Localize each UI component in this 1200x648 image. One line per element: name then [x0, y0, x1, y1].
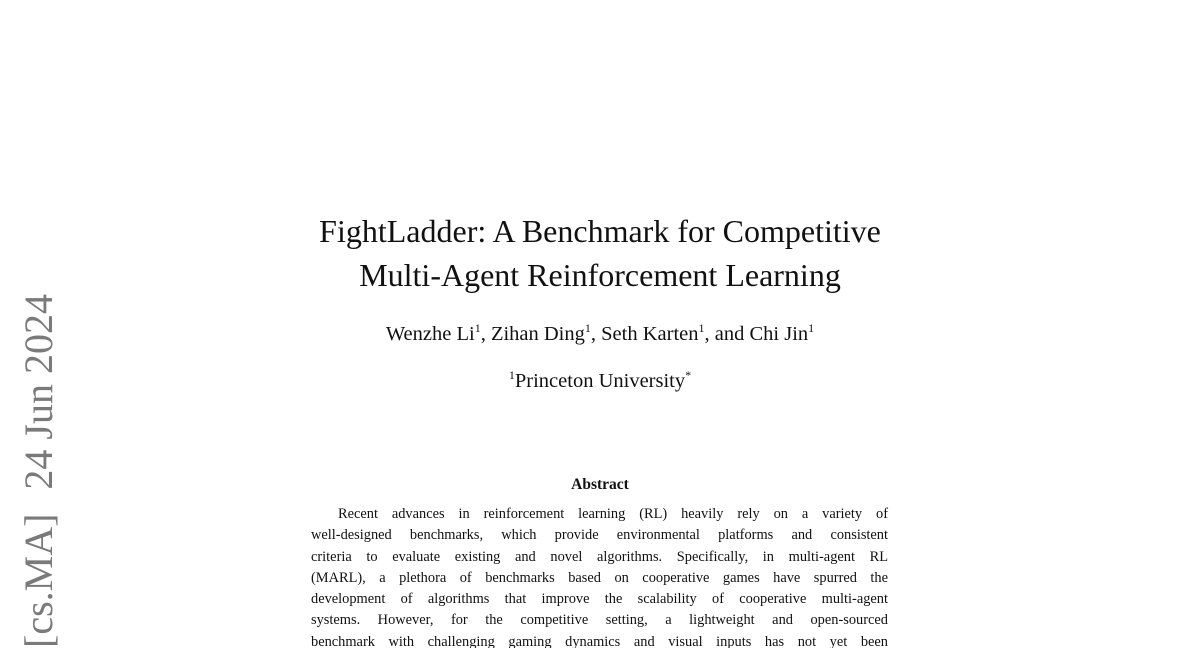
abstract-line: benchmark with challenging gaming dynamics and visual inputs has not yet been — [311, 633, 888, 648]
abstract-line: Recent advances in reinforcement learning (RL) heavily rely on a variety of — [338, 506, 888, 522]
title-line: FightLadder: A Benchmark for Competitive — [319, 213, 881, 249]
arxiv-sidebar-stamp — [10, 288, 68, 648]
title-line: Multi-Agent Reinforcement Learning — [359, 257, 841, 293]
footnote-mark: * — [685, 368, 692, 382]
arxiv-date: 24 Jun 2024 — [16, 294, 61, 490]
author-affiliation-mark: 1 — [584, 321, 591, 335]
paper-title — [200, 209, 1000, 297]
author-affiliation-mark: 1 — [808, 321, 815, 335]
abstract-heading: Abstract — [571, 476, 629, 493]
author-separator: , — [590, 323, 602, 345]
arxiv-category: [cs.MA] — [16, 513, 61, 648]
abstract-line: systems. However, for the competitive setting, a lightweight and open-sourced — [311, 612, 888, 629]
author-separator: , and — [704, 323, 750, 345]
author-affiliation-mark: 1 — [698, 321, 705, 335]
author-affiliation-mark: 1 — [474, 321, 481, 335]
author-name: Zihan Ding — [490, 323, 585, 345]
author-separator: , — [480, 323, 491, 345]
author-name: Chi Jin — [749, 323, 809, 345]
author-list — [200, 320, 1000, 348]
abstract-line: well-designed benchmarks, which provide environmental platforms and consistent — [311, 527, 888, 544]
author-name: Wenzhe Li — [385, 323, 475, 345]
abstract-line: criteria to evaluate existing and novel algorithms. Specifically, in multi-agent RL — [311, 548, 888, 565]
abstract-body — [311, 504, 888, 648]
abstract-line: development of algorithms that improve the scalability of cooperative multi-agent — [311, 591, 888, 608]
abstract-line: (MARL), a plethora of benchmarks based on cooperative games have spurred the — [311, 569, 888, 586]
affiliation-name: Princeton University — [514, 370, 686, 392]
affiliation — [200, 367, 1000, 395]
author-name: Seth Karten — [601, 323, 699, 345]
affiliation-number: 1 — [508, 368, 515, 382]
